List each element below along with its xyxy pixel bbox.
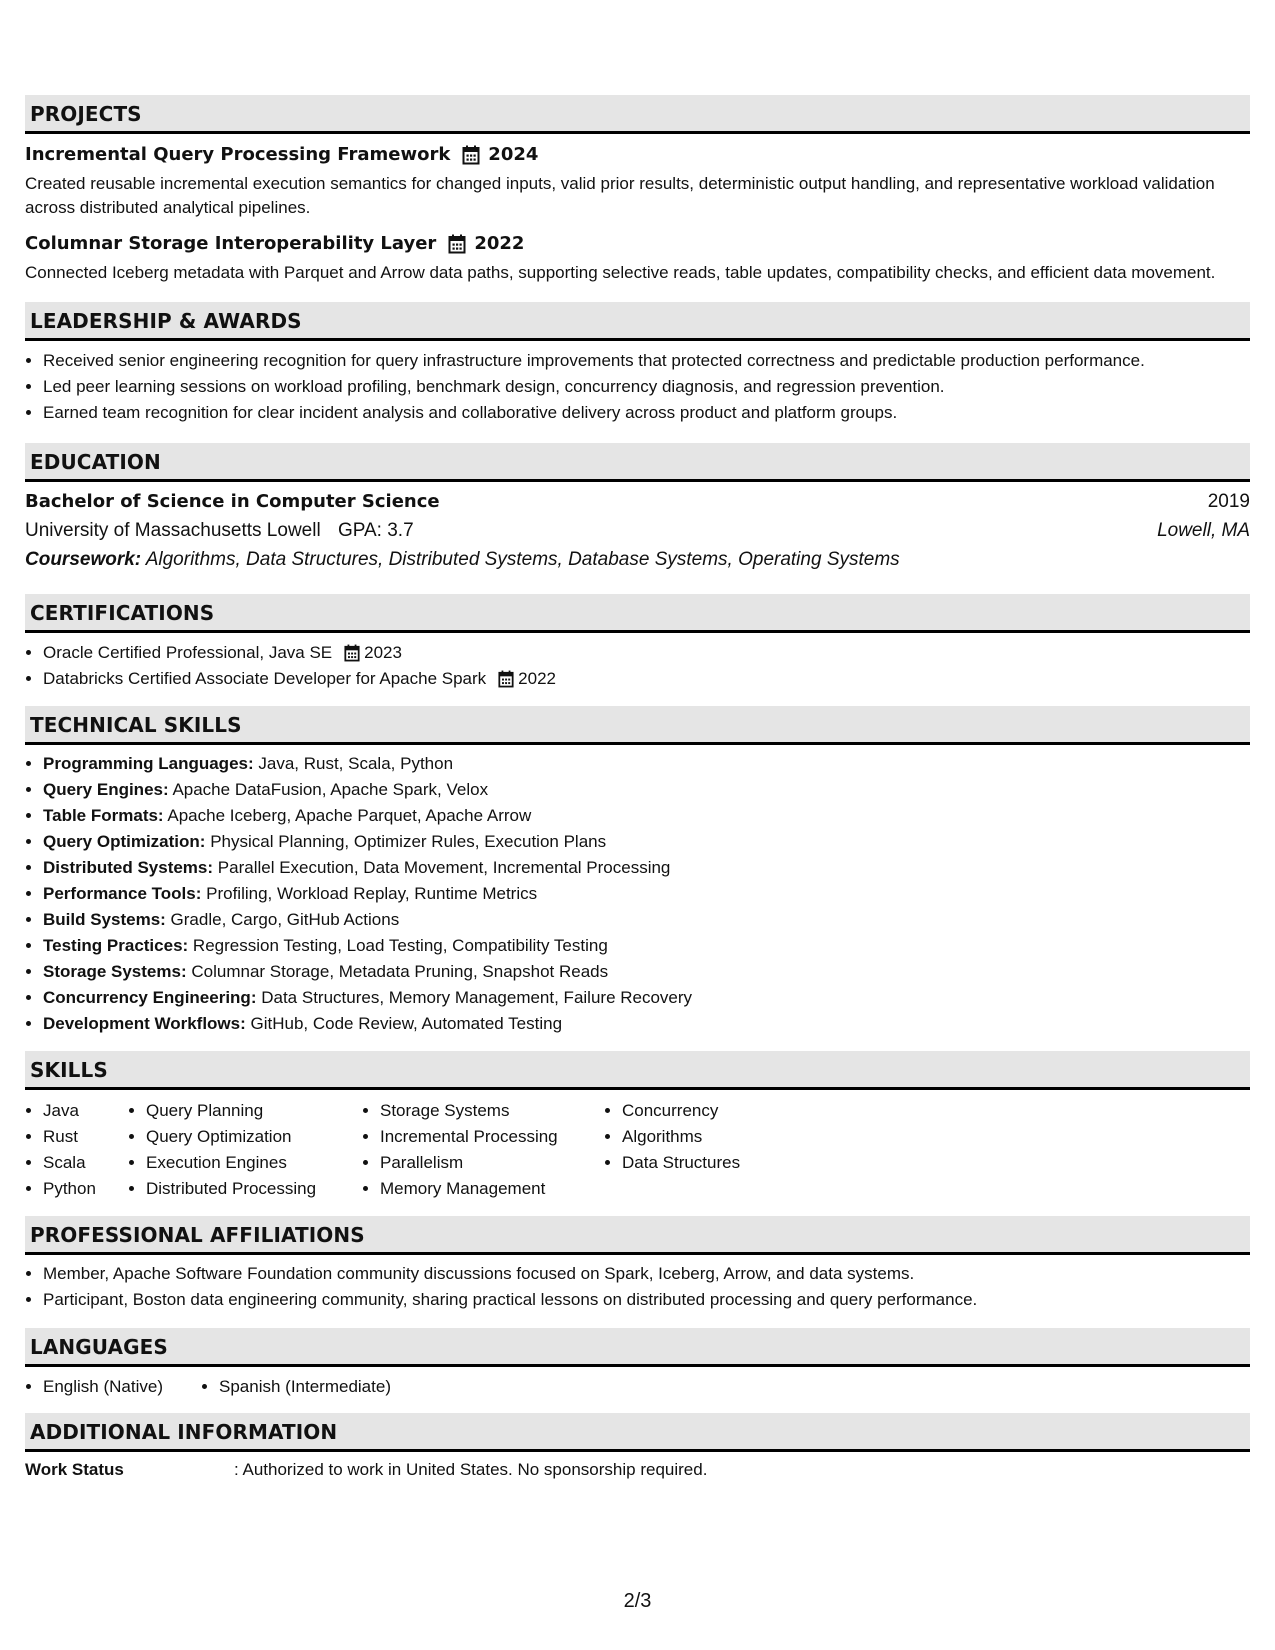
list-item [43, 986, 1250, 1010]
list-item: • Rust [43, 1125, 128, 1149]
certification-name: • Databricks Certified Associate Developer for Apache Spark [43, 669, 487, 688]
calendar-icon [498, 670, 514, 688]
section-header-education: EDUCATION [25, 443, 1250, 482]
list-item: • English (Native) [43, 1375, 201, 1399]
certification-name: • Oracle Certified Professional, Java SE [43, 643, 333, 662]
leadership-list [25, 349, 1250, 425]
skill-values: Java, Rust, Scala, Python [258, 754, 454, 773]
list-item [43, 934, 1250, 958]
skill-category: Development Workflows: [43, 1014, 246, 1033]
certification-year: 2022 [518, 669, 556, 688]
list-item: • Led peer learning sessions on workload profiling, benchmark design, concurrency diagnosis, and regression prevention. [43, 375, 1250, 399]
list-item [43, 752, 1250, 776]
education-school-row [25, 518, 1250, 544]
coursework [25, 546, 1250, 574]
project-title-row [25, 232, 1250, 256]
languages-column [25, 1375, 201, 1399]
skill-values: Profiling, Workload Replay, Runtime Metrics [206, 884, 538, 903]
list-item: • Query Planning [146, 1099, 362, 1123]
list-item [43, 882, 1250, 906]
list-item: • Query Optimization [146, 1125, 362, 1149]
certification-year: 2023 [364, 643, 402, 662]
school: University of Massachusetts Lowell [25, 520, 321, 541]
skills-column [604, 1097, 822, 1203]
skill-category: Concurrency Engineering: [43, 988, 257, 1007]
certifications-list [25, 641, 1250, 691]
skill-category: Table Formats: [43, 806, 164, 825]
list-item: • Spanish (Intermediate) [219, 1375, 391, 1399]
skill-values: Gradle, Cargo, GitHub Actions [170, 910, 400, 929]
skill-values: Parallel Execution, Data Movement, Incremental Processing [217, 858, 671, 877]
skill-values: Columnar Storage, Metadata Pruning, Snapshot Reads [191, 962, 609, 981]
list-item [43, 778, 1250, 802]
work-status-row [25, 1458, 1250, 1482]
gpa: GPA: 3.7 [337, 520, 414, 541]
list-item: • Parallelism [380, 1151, 604, 1175]
project-description: Connected Iceberg metadata with Parquet and Arrow data paths, supporting selective reads, table updates, compatibility checks, and efficient data movement. [25, 263, 1216, 282]
skill-values: GitHub, Code Review, Automated Testing [250, 1014, 563, 1033]
project-title: Incremental Query Processing Framework [25, 144, 451, 165]
list-item: • Execution Engines [146, 1151, 362, 1175]
skills-column [128, 1097, 362, 1203]
list-item: • Member, Apache Software Foundation community discussions focused on Spark, Iceberg, Arrow, and data systems. [43, 1262, 1250, 1286]
list-item: • Concurrency [622, 1099, 822, 1123]
languages-column [201, 1375, 391, 1399]
skill-category: Query Engines: [43, 780, 169, 799]
project-year: 2022 [474, 233, 525, 254]
list-item [43, 960, 1250, 984]
languages-list [25, 1375, 1250, 1399]
list-item [43, 667, 1250, 691]
skill-category: Performance Tools: [43, 884, 202, 903]
list-item: • Algorithms [622, 1125, 822, 1149]
graduation-year: 2019 [1207, 491, 1250, 512]
section-header-skills: SKILLS [25, 1051, 1250, 1090]
list-item [43, 856, 1250, 880]
project-year: 2024 [488, 144, 539, 165]
list-item [43, 641, 1250, 665]
skill-values: Physical Planning, Optimizer Rules, Execution Plans [210, 832, 607, 851]
list-item: • Earned team recognition for clear incident analysis and collaborative delivery across product and platform groups. [43, 401, 1250, 425]
list-item: • Storage Systems [380, 1099, 604, 1123]
skill-category: Programming Languages: [43, 754, 254, 773]
skills-column [362, 1097, 604, 1203]
calendar-icon [462, 145, 480, 165]
list-item: • Participant, Boston data engineering community, sharing practical lessons on distributed processing and query performance. [43, 1288, 1250, 1312]
list-item: • Received senior engineering recognition for query infrastructure improvements that protected correctness and predictable production performance. [43, 349, 1250, 373]
list-item: • Memory Management [380, 1177, 604, 1201]
degree: Bachelor of Science in Computer Science [25, 491, 440, 512]
skill-category: Testing Practices: [43, 936, 189, 955]
work-status-label: Work Status [25, 1460, 124, 1479]
technical-skills-list [25, 752, 1250, 1036]
calendar-icon [344, 644, 360, 662]
list-item: • Data Structures [622, 1151, 822, 1175]
work-status-value: : Authorized to work in United States. No sponsorship required. [234, 1460, 708, 1479]
list-item: • Scala [43, 1151, 128, 1175]
section-header-languages: LANGUAGES [25, 1328, 1250, 1367]
coursework-list: Algorithms, Data Structures, Distributed Systems, Database Systems, Operating Systems [145, 549, 900, 570]
section-header-leadership: LEADERSHIP & AWARDS [25, 302, 1250, 341]
coursework-label: Coursework: [25, 549, 142, 570]
section-header-certifications: CERTIFICATIONS [25, 594, 1250, 633]
skill-category: Build Systems: [43, 910, 166, 929]
skill-values: Apache DataFusion, Apache Spark, Velox [172, 780, 489, 799]
skill-category: Distributed Systems: [43, 858, 214, 877]
affiliations-list [25, 1262, 1250, 1312]
project-description: Created reusable incremental execution semantics for changed inputs, valid prior results, deterministic output handling, and representative workload validation across distributed analytical pipelines. [25, 174, 1215, 217]
section-header-projects: PROJECTS [25, 95, 1250, 134]
list-item [43, 908, 1250, 932]
section-header-technical-skills: TECHNICAL SKILLS [25, 706, 1250, 745]
page-number: 2/3 [623, 1590, 652, 1612]
section-header-additional-information: ADDITIONAL INFORMATION [25, 1413, 1250, 1452]
education-degree-row [25, 489, 1250, 515]
project-title-row [25, 143, 1250, 167]
skill-values: Apache Iceberg, Apache Parquet, Apache Arrow [167, 806, 532, 825]
list-item [43, 804, 1250, 828]
section-header-affiliations: PROFESSIONAL AFFILIATIONS [25, 1216, 1250, 1255]
school-location: Lowell, MA [1157, 520, 1250, 541]
list-item: • Incremental Processing [380, 1125, 604, 1149]
skills-grid [25, 1097, 1250, 1203]
calendar-icon [448, 234, 466, 254]
skills-column [25, 1097, 128, 1203]
skill-values: Data Structures, Memory Management, Failure Recovery [261, 988, 693, 1007]
list-item [43, 1012, 1250, 1036]
list-item: • Java [43, 1099, 128, 1123]
list-item: • Python [43, 1177, 128, 1201]
resume-page [25, 0, 1250, 1482]
list-item: • Distributed Processing [146, 1177, 362, 1201]
skill-values: Regression Testing, Load Testing, Compatibility Testing [192, 936, 608, 955]
project-title: Columnar Storage Interoperability Layer [25, 233, 437, 254]
skill-category: Query Optimization: [43, 832, 206, 851]
list-item [43, 830, 1250, 854]
skill-category: Storage Systems: [43, 962, 187, 981]
